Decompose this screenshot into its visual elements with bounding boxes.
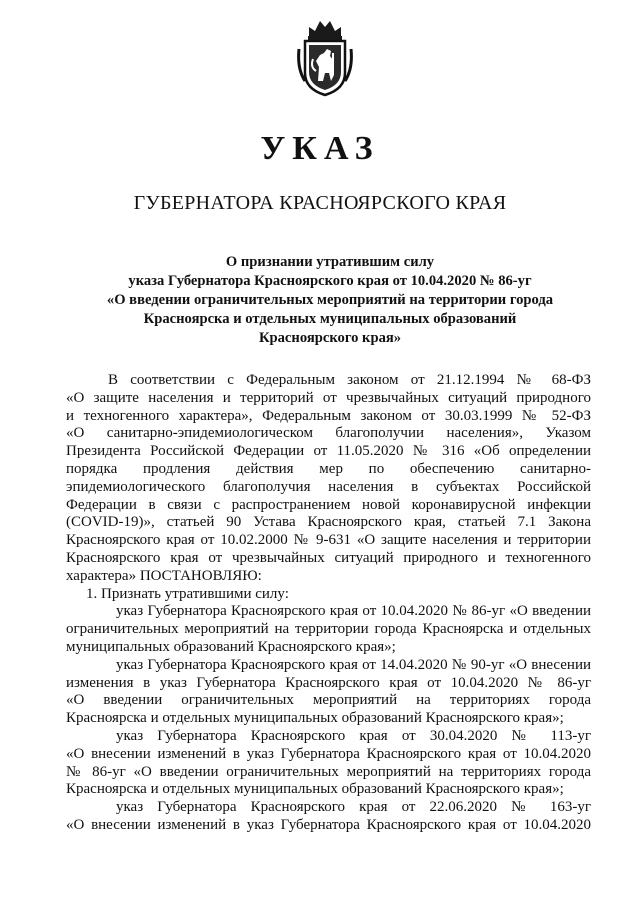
body-line: № 86-уг «О введении ограничительных мероприятий на территориях города [66, 763, 591, 780]
body-line: Красноярска и отдельных муниципальных образований Красноярского края»; [66, 781, 564, 798]
body-line: Красноярского края от 10.02.2000 № 9-631 «О защите населения и территории [66, 532, 591, 549]
heading-line: указа Губернатора Красноярского края от 10.04.2020 № 86-уг [128, 273, 532, 289]
body-line: указ Губернатора Красноярского края от 10.04.2020 № 86-уг «О введении [116, 603, 591, 620]
document-subtitle: ГУБЕРНАТОРА КРАСНОЯРСКОГО КРАЯ [133, 192, 507, 214]
body-line: Красноярского края от чрезвычайных ситуаций природного и техногенного [66, 549, 591, 566]
body-line: указ Губернатора Красноярского края от 14.04.2020 № 90-уг «О внесении [116, 656, 591, 673]
body-line: указ Губернатора Красноярского края от 30.04.2020 № 113-уг [116, 727, 591, 744]
body-line: и техногенного характера», Федеральным законом от 30.03.1999 № 52-ФЗ [66, 407, 591, 424]
body-line: Президента Российской Федерации от 11.05.2020 № 316 «Об определении [66, 443, 591, 460]
body-line: Федерации в связи с распространением новой коронавирусной инфекции [66, 496, 591, 513]
heading-line: О признании утратившим силу [225, 254, 435, 270]
body-line: В соответствии с Федеральным законом от 21.12.1994 № 68-ФЗ [108, 372, 591, 388]
body-line: «О защите населения и территорий от чрезвычайных ситуаций природного [66, 389, 591, 406]
body-line: «О введении ограничительных мероприятий на территориях города [66, 692, 591, 709]
decree-body [66, 372, 591, 835]
heading-line: Красноярского края» [258, 330, 402, 346]
coat-of-arms-icon [296, 15, 354, 99]
body-line: 1. Признать утратившими силу: [86, 585, 289, 602]
heading-line: Красноярска и отдельных муниципальных образований [143, 311, 517, 327]
body-line: порядка продления действия мер по обеспечению санитарно- [66, 460, 591, 477]
body-line: «О внесении изменений в указ Губернатора Красноярского края от 10.04.2020 [66, 816, 591, 833]
document-title: УКАЗ [260, 130, 380, 167]
heading-line: «О введении ограничительных мероприятий на территории города [106, 292, 554, 308]
body-line: «О внесении изменений в указ Губернатора Красноярского края от 10.04.2020 [66, 745, 591, 762]
body-line: Красноярска и отдельных муниципальных образований Красноярского края»; [66, 710, 564, 727]
body-line: «О санитарно-эпидемиологическом благополучии населения», Указом [66, 425, 591, 442]
body-line: характера» ПОСТАНОВЛЯЮ: [66, 567, 262, 584]
body-line: ограничительных мероприятий на территории города Красноярска и отдельных [66, 621, 591, 638]
body-line: изменения в указ Губернатора Красноярского края от 10.04.2020 № 86-уг [66, 674, 591, 691]
body-line: эпидемиологического благополучия населения в субъектах Российской [66, 478, 591, 495]
decree-heading [60, 253, 600, 348]
body-line: муниципальных образований Красноярского края»; [66, 638, 396, 655]
body-line: указ Губернатора Красноярского края от 22.06.2020 № 163-уг [116, 799, 591, 816]
body-line: (COVID-19)», статьей 90 Устава Красноярского края, статьей 7.1 Закона [66, 514, 591, 531]
